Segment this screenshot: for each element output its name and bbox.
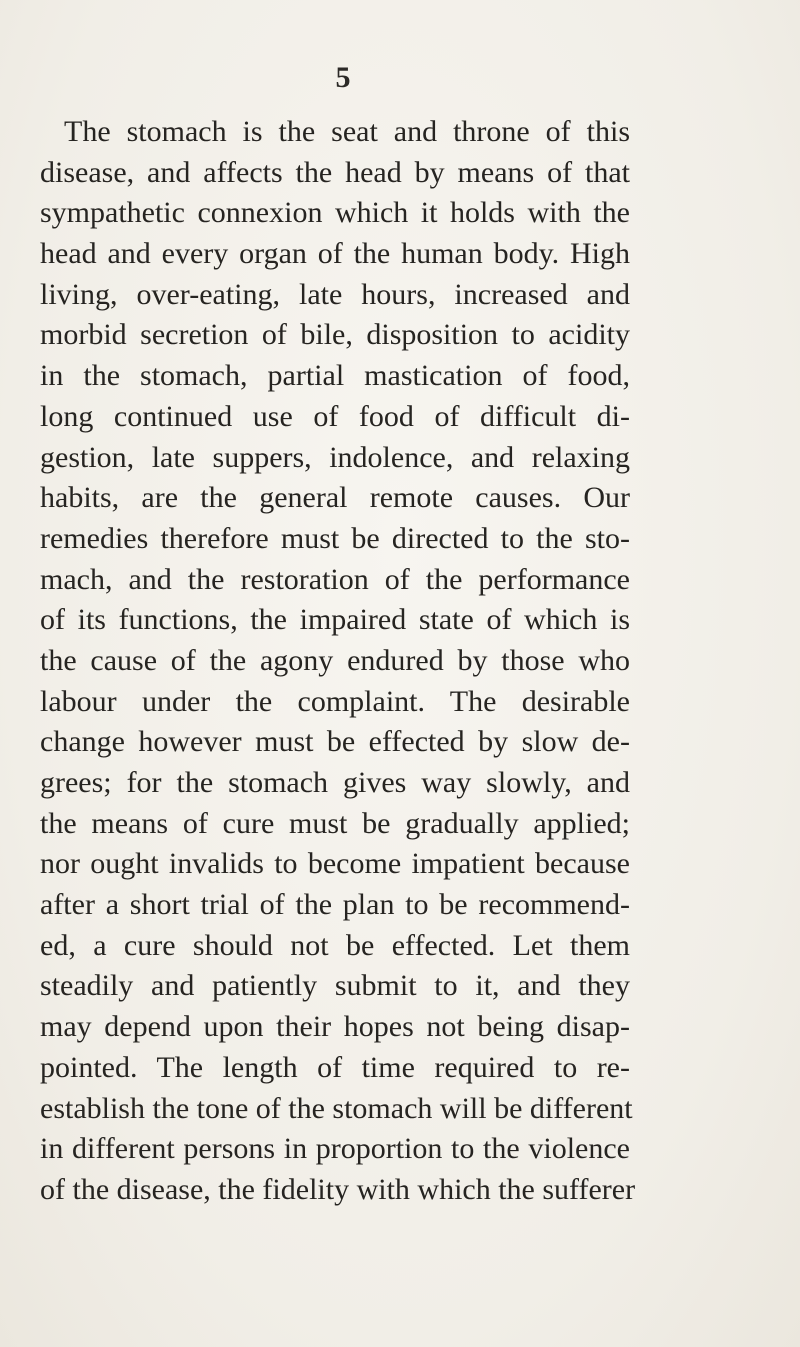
text-line: nor ought invalids to become impatient because xyxy=(40,847,630,881)
text-line: of its functions, the impaired state of which is xyxy=(40,603,630,637)
text-line: habits, are the general remote causes. Our xyxy=(40,481,630,515)
text-line: living, over-eating, late hours, increased and xyxy=(40,277,630,311)
text-line: gestion, late suppers, indolence, and relaxing xyxy=(40,440,630,474)
text-line: pointed. The length of time required to re- xyxy=(40,1050,630,1084)
text-line: disease, and affects the head by means of that xyxy=(40,155,630,189)
page-number: 5 xyxy=(335,61,351,94)
text-line: after a short trial of the plan to be recommend- xyxy=(40,888,630,922)
text-line: long continued use of food of difficult di- xyxy=(40,399,630,433)
text-line: change however must be effected by slow de- xyxy=(40,725,630,759)
text-line: morbid secretion of bile, disposition to acidity xyxy=(40,318,630,352)
text-line: in different persons in proportion to the violence xyxy=(40,1132,630,1166)
text-line: the means of cure must be gradually applied; xyxy=(40,806,630,840)
text-line: establish the tone of the stomach will be different xyxy=(40,1091,633,1125)
text-line: ed, a cure should not be effected. Let them xyxy=(40,928,630,962)
text-line: of the disease, the fidelity with which the sufferer xyxy=(40,1172,636,1206)
text-line: The stomach is the seat and throne of this xyxy=(64,115,630,148)
text-line: labour under the complaint. The desirable xyxy=(40,684,630,718)
text-line: in the stomach, partial mastication of food, xyxy=(40,359,630,393)
text-line: may depend upon their hopes not being disap- xyxy=(40,1010,630,1044)
text-line: grees; for the stomach gives way slowly, and xyxy=(40,766,630,799)
text-line: remedies therefore must be directed to the sto- xyxy=(40,521,630,555)
text-line: steadily and patiently submit to it, and they xyxy=(40,969,630,1003)
text-line: the cause of the agony endured by those who xyxy=(40,643,630,677)
body-text xyxy=(40,112,636,1211)
text-line: head and every organ of the human body. High xyxy=(40,237,630,271)
text-line: sympathetic connexion which it holds with the xyxy=(40,196,630,230)
text-line: mach, and the restoration of the performance xyxy=(40,562,630,596)
